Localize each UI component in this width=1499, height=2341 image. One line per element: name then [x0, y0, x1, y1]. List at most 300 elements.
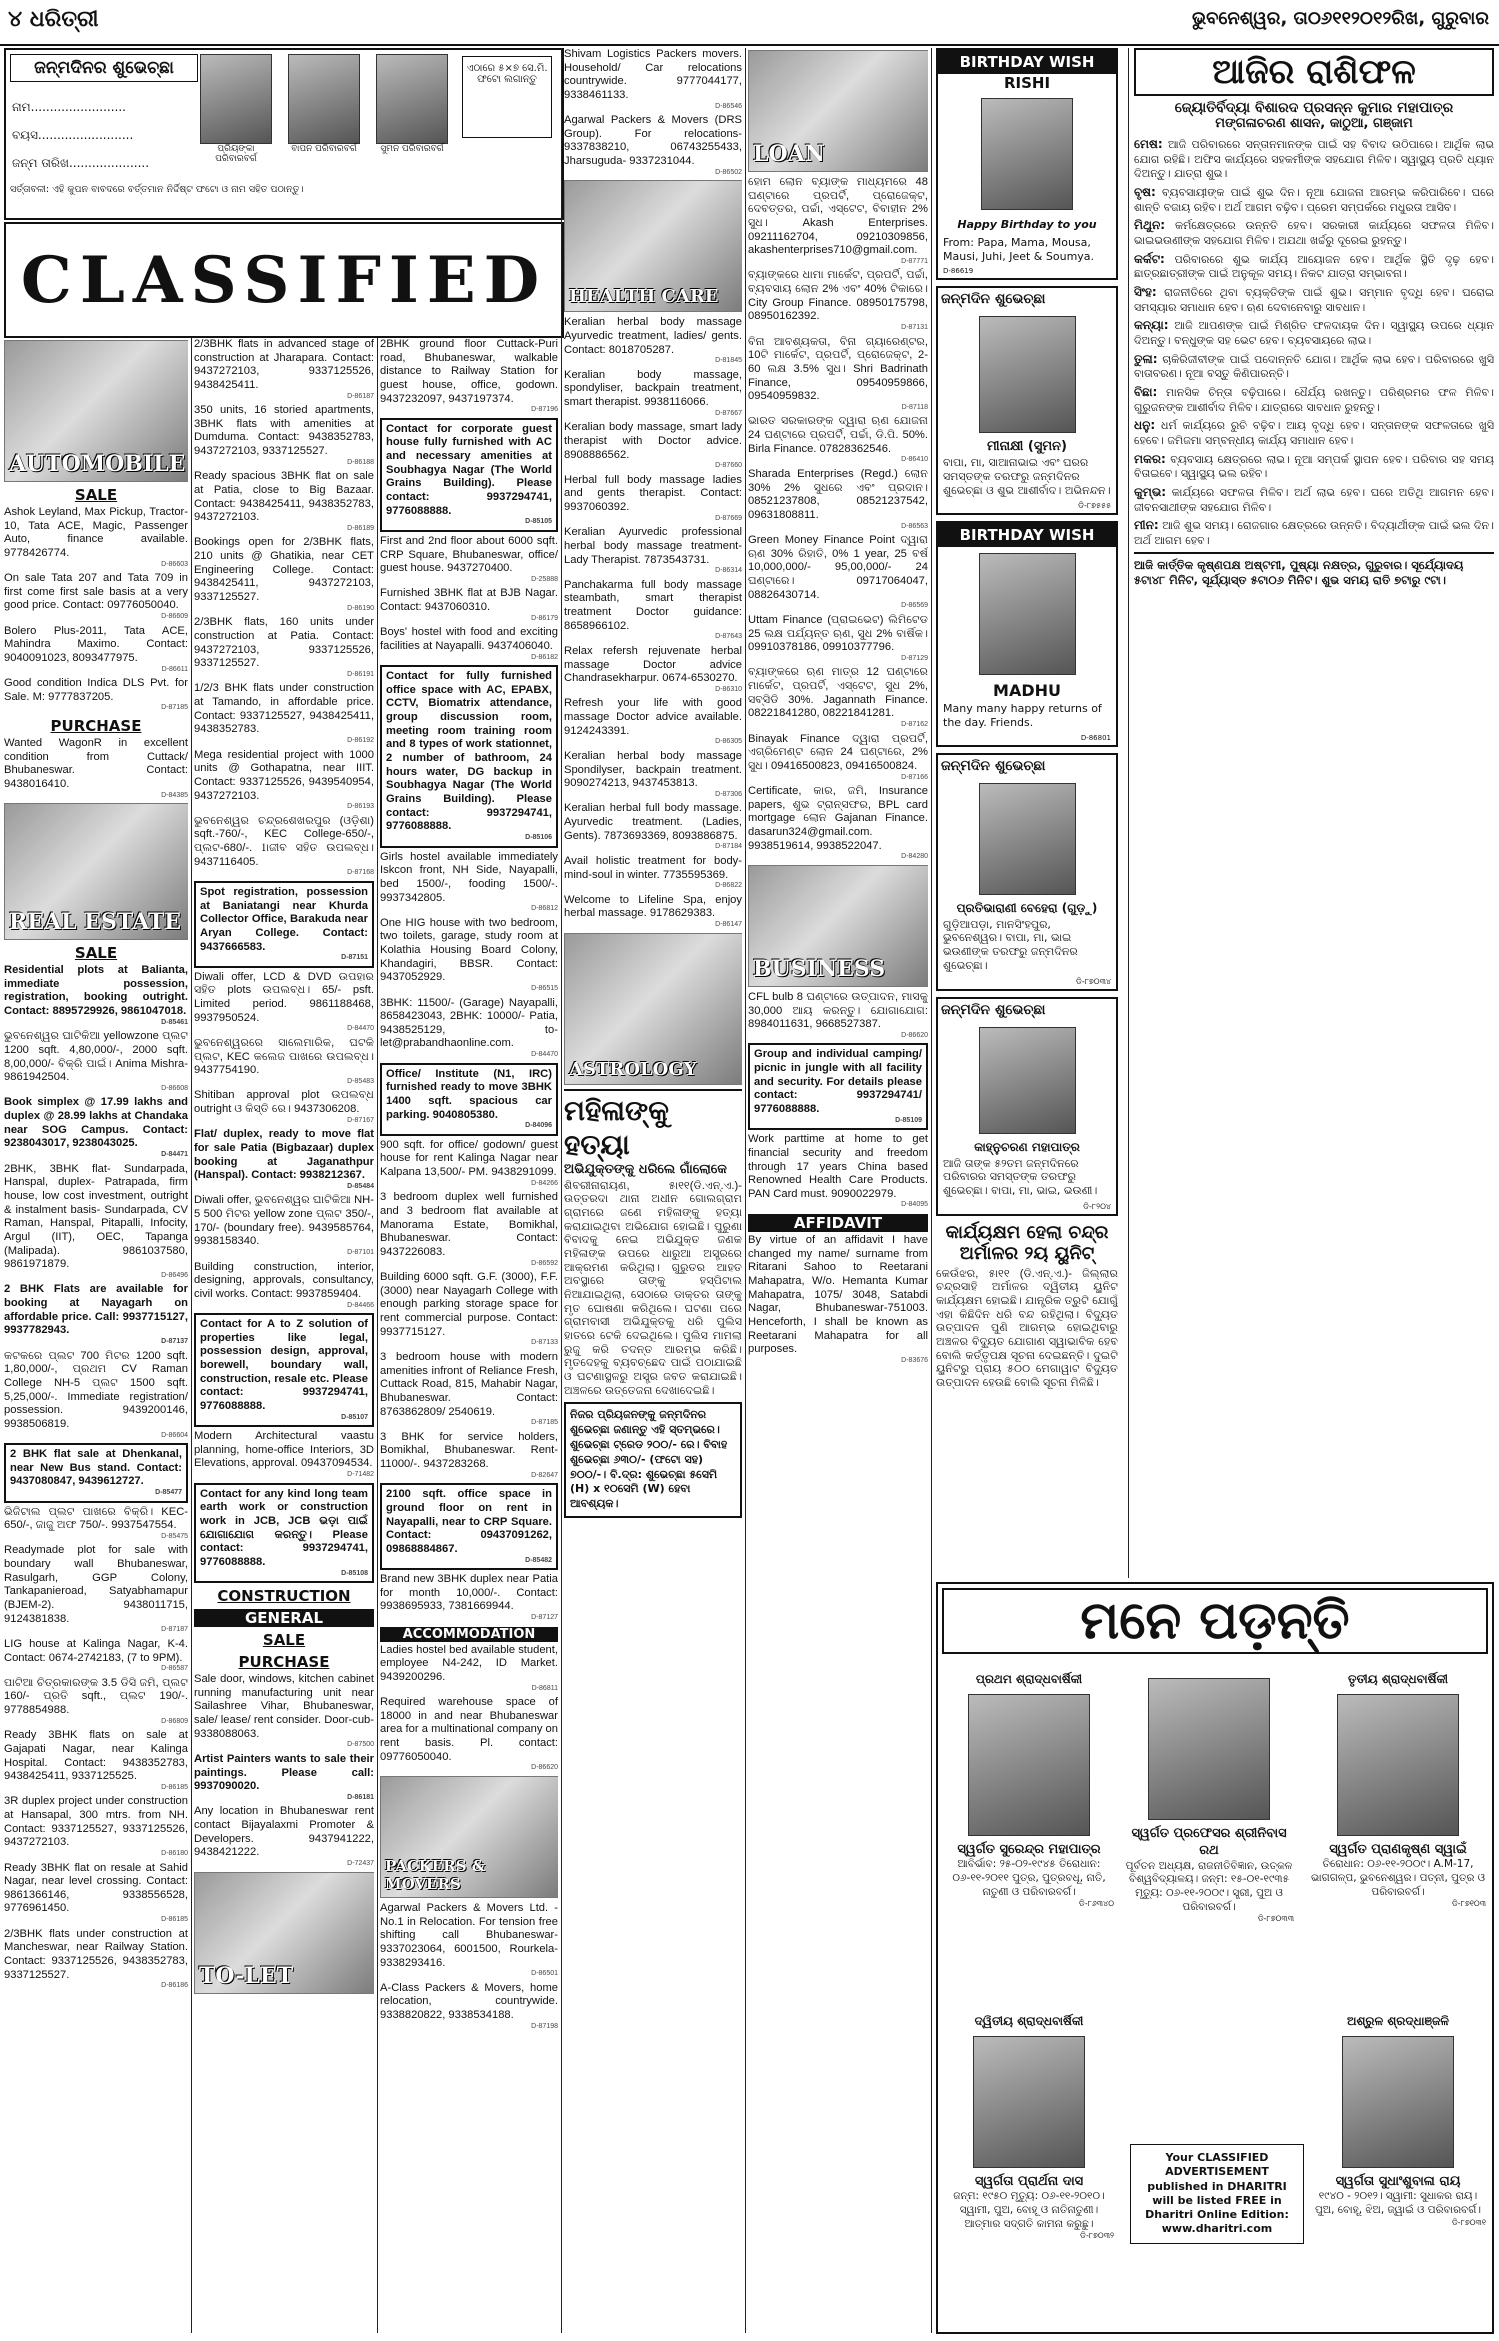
classified-ad [194, 1673, 374, 1750]
loan-label: LOAN [753, 141, 825, 167]
dharitri-promo[interactable] [1130, 2144, 1304, 2244]
kid-photo-3 [372, 54, 452, 172]
ad-code: D-86310 [715, 685, 742, 693]
ad-code: D-86193 [347, 803, 374, 811]
ad-code: D-87184 [715, 843, 742, 851]
classified-ad [748, 1133, 928, 1210]
rashi-item [1134, 137, 1494, 182]
obituary-text: ୧୯୪୦ - ୨୦୧୨। ସ୍ୱାମୀ: ସୁଧାକର ରାୟ। ପୁଅ, ବୋହୂ, ଝିଅ, ଜ୍ୱାଇଁ ଓ ପରିବାରବର୍ଗ। [1314, 2190, 1481, 2217]
rashi-sign: କୁମ୍ଭ: [1134, 484, 1167, 499]
ad-text: Panchakarma full body massage steambath, smart therapist treatment Doctor guidance: 8658966102. [564, 578, 742, 632]
ads-list [380, 338, 558, 1623]
ad-text: Wanted WagonR in excellent condition from Cuttack/ Bhubaneswar. Contact: 9438016410. [4, 737, 188, 790]
rashi-text: ଆଜି ପରିବାରରେ ସନ୍ତାନମାନଙ୍କ ପାଇଁ ସହ ବିବାଦ ଉଠିପାରେ। ଆର୍ଥିକ ଲାଭ ଯୋଗ ରହିଛି। ଅଫିସ କାର୍ଯ୍ୟରେ ସହକର୍ମୀଙ୍କ ସହଯୋଗ ମିଳିବ। ସ୍ୱାସ୍ଥ୍ୟ ପ୍ରତି ଧ୍ୟାନ ଦିଅନ୍ତୁ। ଯାତ୍ରା ଶୁଭ। [1134, 138, 1494, 181]
construction-heading: CONSTRUCTION [217, 1587, 351, 1606]
ad-text: 2/3BHK flats in advanced stage of construction at Jharapara. Contact: 9437272103, 9337125526, 9438425411. [194, 338, 374, 391]
ad-text: Contact for A to Z solution of properties like legal, possession design, approval, borewell, boundary wall, construction, resale etc. Please contact: 9937294741, 9776088888. [200, 1318, 368, 1412]
ad-code: D-87133 [531, 1339, 558, 1347]
ad-code: D-87129 [901, 654, 928, 662]
ads-list [4, 737, 188, 800]
classified-ad [564, 750, 742, 800]
classified-ad [380, 1644, 558, 1694]
classified-ad [194, 1037, 374, 1087]
classified-ad [194, 536, 374, 613]
wish-message: Many many happy returns of the day. Friends. [943, 702, 1102, 729]
wish-heading: ଜନ୍ମଦିନ ଶୁଭେଚ୍ଛା [941, 1001, 1046, 1018]
classified-ad [380, 587, 558, 623]
rashi-text: ମାନସିକ ଚିନ୍ତା ବଢ଼ିପାରେ। ଧୈର୍ଯ୍ୟ ରଖନ୍ତୁ। ପରିଶ୍ରମର ଫଳ ମିଳିବ। ଗୁରୁଜନଙ୍କ ଆଶୀର୍ବାଦ ମିଳିବ। ଯାତ୍ରାରେ ସାବଧାନ ରୁହନ୍ତୁ। [1134, 385, 1494, 414]
classified-ad [4, 1928, 188, 1991]
wish-heading: ଜନ୍ମଦିନ ଶୁଭେଚ୍ଛା [941, 291, 1046, 307]
obituary-label: ଦ୍ୱିତୀୟ ଶ୍ରାଦ୍ଧବାର୍ଷିକୀ [974, 2014, 1084, 2028]
classified-ad [564, 697, 742, 747]
kid-caption: ବାପନ ପରିବାରବର୍ଗ [291, 144, 357, 154]
classified-ad [4, 1729, 188, 1792]
obituary-label: ପ୍ରଥମ ଶ୍ରାଦ୍ଧବାର୍ଷିକୀ [975, 1672, 1083, 1686]
rashi-sign: ତୁଳା: [1134, 351, 1158, 366]
classified-ad [4, 737, 188, 800]
ad-code: D-86619 [943, 267, 974, 276]
wish-name: ପ୍ରତିଭାରାଣୀ ବେହେରା (ଗୁଡ଼ୁ) [956, 900, 1098, 915]
column-1 [4, 338, 188, 2333]
ad-code: D-86620 [531, 1764, 558, 1772]
ad-code: D-86604 [161, 1431, 188, 1439]
column-rule [931, 48, 932, 2333]
ad-code: D-25888 [531, 575, 558, 583]
realestate-label: REAL ESTATE [9, 909, 182, 936]
wish-heading: BIRTHDAY WISH [938, 50, 1116, 74]
ad-code: D-85107 [341, 1413, 368, 1421]
classified-ad [194, 616, 374, 679]
obituary-title: ମନେ ପଡ଼ନ୍ତି [942, 1588, 1488, 1654]
classified-ad [194, 1194, 374, 1257]
ad-code: D-87101 [347, 1249, 374, 1256]
wish-message: Happy Birthday to you [957, 218, 1097, 231]
ad-text: Spot registration, possession at Baniatangi near Khurda Collector Office, Barakuda near Aryan College. Contact: 9437666583. [200, 885, 368, 953]
rashi-sign: ସିଂହ: [1134, 284, 1157, 299]
ad-text: Uttam Finance (ପ୍ରାଇଭେଟ) ଲିମିଟେଡ 25 ଲକ୍ଷ ପର୍ଯ୍ୟନ୍ତ ଋଣ, ସୁଧ 2% ବାର୍ଷିକ। 09910378186, 09910377796. [748, 613, 928, 654]
kid-photo-1 [196, 54, 276, 172]
ad-code: D-86809 [161, 1717, 188, 1725]
ad-text: 2BHK, 3BHK flat- Sundarpada, Hanspal, duplex- Patrapada, firm house, low cost investment, outright & instalment basis- Sundarpada, CV Raman, Hanspal, Pitapalli, Infocity, Argul (IIT), OEC, Tapanga (Malipada). 9861037580, 9861971879. [4, 1162, 188, 1271]
wish-name: MADHU [993, 681, 1061, 701]
photo [1148, 1678, 1270, 1820]
classified-ad [194, 1753, 374, 1803]
ad-code: D-86410 [901, 456, 928, 464]
ad-text: Keralian herbal body massage Spondilyser, backpain treatment. 9090274213, 9437453813. [564, 749, 742, 790]
coupon-name-field[interactable]: ନାମ......................... [12, 100, 126, 114]
rashi-item [1134, 452, 1494, 482]
rashifal-section [1134, 48, 1494, 1578]
rashi-text: ଧର୍ମ କାର୍ଯ୍ୟରେ ରୁଚି ବଢ଼ିବ। ଆୟ ବୃଦ୍ଧି ହେବ। ସନ୍ତାନଙ୍କ ସଫଳତାରେ ଖୁସି ହେବେ। ଜମିଜମା ସମ୍ବନ୍ଧୀୟ କାର୍ଯ୍ୟ ସମାଧାନ ହେବ। [1134, 419, 1494, 448]
ad-text: Girls hostel available immediately Iskcon front, NH Side, Nayapalli, bed 1500/-, fooding 1500/-. 9937342805. [380, 850, 558, 904]
ad-code: D-86147 [715, 921, 742, 929]
ad-text: Ready spacious 3BHK flat on sale at Patia, close to Big Bazaar. Contact: 9438425411, 9438352783, 9437272103. [194, 470, 374, 524]
ad-text: Welcome to Lifeline Spa, enjoy herbal massage. 9178629383. [564, 893, 742, 920]
ad-code: D-87196 [531, 406, 558, 414]
ad-text: ପାଟିଆ ଚିତ୍ରକାରଙ୍କ 3.5 ଡିସି ଜମି, ପ୍ଲଟ 160/- ପ୍ରତି sqft., ପ୍ଲଟ 190/-. 9778854988. [4, 1676, 188, 1716]
classified-ad [564, 48, 742, 111]
ad-code: D-84470 [531, 1051, 558, 1059]
classified-ad [380, 1431, 558, 1481]
obituary-text: ତିରୋଧାନ: ୦୬-୧୧-୨୦୦୯। A.M-17, ଭାଗଗଳ୍ପ, ଭୁବନେଶ୍ୱର। ପତ୍ନୀ, ପୁତ୍ର ଓ ପରିବାରବର୍ଗ। [1311, 1858, 1485, 1898]
affidavit-heading: AFFIDAVIT [748, 1214, 928, 1232]
ad-text: Good condition Indica DLS Pvt. for Sale. M: 9777837205. [4, 677, 188, 703]
ad-code: D-83676 [901, 1356, 928, 1364]
ad-text: Relax refersh rejuvenate herbal massage Doctor advice Chandrasekharpur. 0674-6530270. [564, 644, 742, 685]
classified-ad [4, 1506, 188, 1542]
rashi-sign: ବିଛା: [1134, 384, 1158, 399]
ad-code: D-86515 [531, 984, 558, 992]
obituary-section [936, 1582, 1494, 2334]
rashi-sign: ବୃଷ: [1134, 184, 1156, 199]
ad-text: On sale Tata 207 and Tata 709 in first come first sale basis at a very good price. Contact: 09776050040. [4, 572, 188, 612]
ads-list [194, 1673, 374, 1868]
ad-text: Book simplex @ 17.99 lakhs and duplex @ 28.99 lakhs at Chandaka near SOG Campus. Contact: 9238043017, 9238043025. [4, 1096, 188, 1150]
kid-caption: ପ୍ରିୟଙ୍କା ପରିବାରବର୍ଗ [215, 144, 257, 164]
ad-code: D-86314 [715, 567, 742, 575]
classified-ad [564, 421, 742, 471]
classified-ad [4, 1030, 188, 1093]
ad-code: D-86811 [531, 1684, 558, 1692]
ad-text: Any location in Bhubaneswar rent contact Bijayalaxmi Promoter & Developers. 9437941222, 9438421222. [194, 1805, 374, 1859]
obituary-name: ସ୍ୱର୍ଗତା ପ୍ରାର୍ଥନା ଦାସ [974, 2173, 1084, 2189]
column-rule [561, 48, 562, 2333]
ad-text: Sale door, windows, kitchen cabinet running manufacturing unit near Sailashree Vihar, Bhubaneswar, sale/ lease/ rent consider. Door-cub-9338088063. [194, 1673, 374, 1740]
ad-code: D-87667 [715, 409, 742, 417]
rashi-text: କାର୍ଯ୍ୟରେ ସଫଳତା ମିଳିବ। ଅର୍ଥ ଲାଭ ହେବ। ଘରେ ଅତିଥି ଆଗମନ ହେବ। ଜୀବନସାଥୀଙ୍କ ସହଯୋଗ ମିଳିବ। [1134, 485, 1494, 514]
ad-text: Binayak Finance ଦ୍ୱାରା ପ୍ରପର୍ଟି, ଏଗ୍ରିମେଣ୍ଟ ଲୋନ 24 ଘଣ୍ଟାରେ, 2% ସୁଧ। 09416500823, 09416500824. [748, 732, 928, 772]
ad-text: ବ୍ୟାଙ୍କରେ ଧାମା ମାର୍କେଟ, ପ୍ରପର୍ଟି, ପର୍ଚ୍ଚା, ବ୍ୟବସାୟ ଲୋନ 2% ଏବଂ 40% ଟିକାରେ। City Group Finance. 08950175798, 08950162392. [748, 269, 928, 323]
column-rule [191, 338, 192, 2333]
classified-ad [748, 534, 928, 611]
rashi-text: ବ୍ୟବସାୟୀଙ୍କ ପାଇଁ ଶୁଭ ଦିନ। ନୂଆ ଯୋଜନା ଆରମ୍ଭ କରିପାରିବେ। ଘରେ ଶାନ୍ତି ବଜାୟ ରହିବ। ଅର୍ଥ ଆଗମ ବଢ଼ିବ। ପ୍ରେମ ସମ୍ପର୍କରେ ମଧୁରତା ଆସିବ। [1134, 185, 1494, 214]
obituary-3 [1310, 1672, 1486, 1910]
ads-list [380, 1644, 558, 1773]
classified-ad [380, 1982, 558, 2032]
ad-code: D-86189 [347, 524, 374, 532]
column-rule [377, 338, 378, 2333]
tolet-image [194, 1872, 374, 1994]
tolet-label: TO-LET [199, 1962, 294, 1989]
ad-code: D-87185 [161, 704, 188, 712]
ad-code: D-86182 [531, 653, 558, 661]
ad-text: A-Class Packers & Movers, home relocation, countrywide. 9338820822, 9338534188. [380, 1981, 558, 2021]
rashi-text: ବ୍ୟବସାୟ କ୍ଷେତ୍ରରେ ଲାଭ। ନୂଆ ସମ୍ପର୍କ ସ୍ଥାପନ ହେବ। ପରିବାର ସହ ସମୟ ବିତାଇବେ। ସ୍ୱାସ୍ଥ୍ୟ ଭଲ ରହିବ। [1134, 452, 1494, 481]
ad-code: D-86496 [161, 1271, 188, 1279]
ad-text: Ready 3BHK flat on resale at Sahid Nagar, near level crossing. Contact: 9861366146, 9338556528, 9776961450. [4, 1861, 188, 1915]
rashi-text: ଚାକିରିଜୀବୀଙ୍କ ପାଇଁ ପଦୋନ୍ନତି ଯୋଗ। ଆର୍ଥିକ ଲାଭ ହେବ। ପରିବାରରେ ଖୁସି ବାତାବରଣ। ନୂଆ ବସ୍ତୁ କିଣିପାରନ୍ତି। [1134, 352, 1494, 381]
news-subhead: ଅଭିଯୁକ୍ତଙ୍କୁ ଧରିଲେ ଗାଁଲୋକେ [564, 1161, 727, 1177]
ad-text: LIG house at Kalinga Nagar, K-4. Contact: 0674-2742183, (7 to 9PM). [4, 1637, 188, 1664]
ad-code: ଡି-୮୭୫୫୫ [1078, 501, 1111, 511]
healthcare-image [564, 180, 742, 312]
realestate-image [4, 803, 188, 940]
classified-ad [4, 677, 188, 713]
ad-text: 2100 sqft. office space in ground floor on rent in Nayapalli, near to CRP Square. Contact: 09437091262, 09868884867. [386, 1488, 552, 1555]
ad-text: Agarwal Packers & Movers (DRS Group). For relocations- 9337838210, 06743255433, Jharsuguda- 9337231044. [564, 114, 742, 168]
ad-code: D-85484 [347, 1182, 374, 1190]
photo [973, 2036, 1085, 2168]
column-4 [564, 48, 742, 2333]
classified-ad [4, 572, 188, 622]
classified-ad [194, 1261, 374, 1311]
ad-text: Modern Architectural vaastu planning, home-office Interiors, 3D Elevations, approval. 09437094534. [194, 1430, 374, 1470]
classified-ad [380, 1902, 558, 1979]
rashi-text: ଆଜି ଆପଣଙ୍କ ପାଇଁ ମିଶ୍ରିତ ଫଳଦାୟକ ଦିନ। ସ୍ୱାସ୍ଥ୍ୟ ଉପରେ ଧ୍ୟାନ ଦିଅନ୍ତୁ। ବନ୍ଧୁଙ୍କ ସହ ଭେଟ ହେବ। ବ୍ୟବସାୟରେ ଲାଭ। [1134, 319, 1494, 348]
classified-ad [564, 579, 742, 642]
obituary-label: ଅଶ୍ରୁଳ ଶ୍ରଦ୍ଧାଞ୍ଜଳି [1347, 2014, 1449, 2028]
ad-code: ଡି-୮୨୦୪ [1083, 1201, 1111, 1211]
ad-text: ଭୁବନେଶ୍ୱରରେ ସାଲେମାରିକ, ଘଟକି ପ୍ଲଟ, KEC କଲେଜ ପାଖରେ ଉପଲବ୍ଧ। 9437754190. [194, 1036, 374, 1077]
rashi-sign: କର୍କଟ: [1134, 251, 1165, 266]
ad-text: 2/3BHK flats under construction at Mancheswar, near Railway Station. Contact: 9337125526, 9438352783, 9337125527. [4, 1927, 188, 1981]
wish-text: ଆଜି ତାଙ୍କ ୫୨ତମ ଜନ୍ମଦିନରେ ପରିବାରର ସମସ୍ତଙ୍କ ତରଫରୁ ଶୁଭେଚ୍ଛା। ବାପା, ମା, ଭାଇ, ଭଉଣୀ। [943, 1156, 1098, 1197]
rashi-item [1134, 518, 1494, 548]
birthday-wish-kanhu [936, 997, 1118, 1216]
ad-code: D-84471 [161, 1151, 188, 1159]
ad-text: 3R duplex project under construction at Hansapal, 300 mtrs. from NH. Contact: 9337125527, 9337125526, 9437272103. [4, 1795, 188, 1849]
business-image [748, 865, 928, 987]
rashi-item [1134, 285, 1494, 315]
rashi-sign: ମକର: [1134, 451, 1166, 466]
ad-code: D-86180 [161, 1849, 188, 1857]
classified-ad [194, 815, 374, 878]
classified-ad [564, 474, 742, 524]
ad-text: Office/ Institute (N1, IRC) furnished ready to move 3BHK 1400 sqft. spacious car parking. 9040805380. [386, 1067, 552, 1121]
rashi-sign: ମିଥୁନ: [1134, 218, 1166, 233]
classified-ad [564, 526, 742, 576]
ad-text: Herbal full body massage ladies and gents therapist. Contact: 9937060392. [564, 473, 742, 514]
ad-code: D-86305 [715, 738, 742, 746]
ad-text: Sharada Enterprises (Regd.) ଲୋନ 30% 2% ସୁଧରେ ଏବଂ ପ୍ରଦାନ। 08521237808, 08521237542, 09631808811. [748, 467, 928, 521]
panjika-footer: ଆଜି କାର୍ତ୍ତିକ କୃଷ୍ଣପକ୍ଷ ଅଷ୍ଟମୀ, ପୁଷ୍ୟା ନକ୍ଷତ୍ର, ଗୁରୁବାର। ସୂର୍ଯ୍ୟୋଦୟ ୫ଟା୪୮ ମିନିଟ, ସୂର୍ଯ୍ୟାସ୍ତ ୫ଟା୦୬ ମିନିଟ। ଶୁଭ ସମୟ ରାତି ୭ଟାରୁ ୯ଟା। [1134, 552, 1494, 589]
ad-text: Keralian herbal full body massage. Ayurvedic treatment. (Ladies, Gents). 7873693369, 8093886875. [564, 802, 742, 842]
ad-text: 3 BHK for service holders, Bomikhal, Bhubaneswar. Rent-11000/-. 9437283268. [380, 1430, 558, 1471]
ad-text: Keralian herbal body massage Ayurvedic treatment, ladies/ gents. Contact: 8018705287. [564, 316, 742, 356]
obituary-name: ସ୍ୱର୍ଗତ ସୁରେନ୍ଦ୍ର ମହାପାତ୍ର [957, 1841, 1101, 1857]
classified-ad [194, 1483, 374, 1583]
ad-code: D-86587 [161, 1665, 188, 1673]
ad-text: 2/3BHK flats, 160 units under construction at Patia. Contact: 9437272103, 9337125526, 9337125527. [194, 616, 374, 670]
classified-ad [564, 114, 742, 177]
classified-ad [380, 665, 558, 847]
ad-text: Brand new 3BHK duplex near Patia for month 10,000/-. Contact: 9938695933, 7381669944. [380, 1573, 558, 1613]
ad-text: 3BHK: 11500/- (Garage) Nayapalli, 8658423043, 2BHK: 10000/- Patia, 9438525129, to-let@prabandhaonline.com. [380, 996, 558, 1050]
ad-code: D-71482 [347, 1471, 374, 1479]
ad-code: D-86181 [347, 1793, 374, 1801]
healthcare-label: HEALTH CARE [569, 286, 719, 308]
ad-text: Required warehouse space of 18000 in and near Bhubaneswar area for a multinational company on rent basis. Pl. contact: 09776050040. [380, 1696, 558, 1763]
rashi-sign: ଧନୁ: [1134, 418, 1156, 433]
classified-ad [564, 802, 742, 852]
ad-text: 2 BHK flat sale at Dhenkanal, near New Bus stand. Contact: 9437080847, 9439612727. [10, 1448, 182, 1488]
classified-ad [380, 997, 558, 1060]
purchase-heading: PURCHASE [50, 717, 142, 735]
ad-text: Group and individual camping/ picnic in jungle with all facility and security. For details please contact: 9937294741/ 9776088888. [754, 1048, 922, 1115]
ad-text: One HIG house with two bedroom, two toilets, garage, study room at Kolathia Housing Board Colony, Khandagiri, BBSR. Contact: 9437052929. [380, 916, 558, 984]
ad-code: D-87660 [715, 462, 742, 470]
classified-ad [380, 418, 558, 532]
purchase-heading: PURCHASE [238, 1653, 330, 1672]
ad-code: D-86187 [347, 392, 374, 400]
birthday-wish-madhu [936, 521, 1118, 746]
ads-list [4, 964, 188, 1991]
ad-text: ଭୁବନେଶ୍ୱର ଚନ୍ଦ୍ରଶେଖରପୁର (ଓଡ଼ିଶା) sqft.-760/-, KEC College-650/-, ପ୍ଲଟ-680/-. 1ାଜୀବ ସହିତ ଉପଲବ୍ଧ। 9437116405. [194, 814, 374, 868]
ads-list [748, 991, 928, 1210]
classified-ad [194, 1430, 374, 1480]
news-body: କେଉଁଝର, ୫ା୧୧ (ଡି.ଏନ୍.ଏ.)- ଜିଲ୍ଲାର ଚନ୍ଦ୍ରସାହି ଅର୍ମାଳର ଦ୍ୱିତୀୟ ୟୁନିଟ କାର୍ଯ୍ୟକ୍ଷମ ହୋଇଛି। ଯାନ୍ତ୍ରିକ ତ୍ରୁଟି ଯୋଗୁଁ ଏହା କିଛିଦିନ ଧରି ବନ୍ଦ ରହିଥିଲା। ବିଦ୍ୟୁତ ଉତ୍ପାଦନ ପୁଣି ଆରମ୍ଭ ହୋଇଥିବାରୁ ଅଞ୍ଚଳର ବିଦ୍ୟୁତ ଯୋଗାଣ ସ୍ୱାଭାବିକ ହେବ ବୋଲି କର୍ତ୍ତୃପକ୍ଷ ସୂଚନା ଦେଇଛନ୍ତି। ଦୁଇଟି ୟୁନିଟରୁ ପ୍ରାୟ ୫୦୦ ମେଗାୱାଟ ବିଦ୍ୟୁତ ଉତ୍ପାଦନ ହେଉଛି ବୋଲି ସୂଚନା ମିଳିଛି। [936, 1267, 1118, 1389]
ad-text: Furnished 3BHK flat at BJB Nagar. Contact: 9437060310. [380, 587, 558, 614]
ad-code: D-86192 [347, 737, 374, 745]
obituary-name: ସ୍ୱର୍ଗତ ପ୍ରାଣକୃଷ୍ଣ ସ୍ୱାଇଁ [1329, 1841, 1467, 1857]
birthday-wish-rishi [936, 48, 1118, 280]
packers-label: PACKERS & MOVERS [385, 1856, 486, 1893]
rashi-item [1134, 352, 1494, 382]
photo [1342, 2036, 1454, 2168]
classified-ad [380, 1696, 558, 1773]
obituary-text: ପୂର୍ବତନ ଅଧ୍ୟକ୍ଷ, ରାଜନୀତିବିଜ୍ଞାନ, ଉତ୍କଳ ବିଶ୍ୱବିଦ୍ୟାଳୟ। ଜନ୍ମ: ୧୫-୦୧-୧୯୩୫ ମୃତ୍ୟୁ: ୦୬-୧୧-୨୦୦୯। ସ୍ତ୍ରୀ, ପୁଅ ଓ ପରିବାରବର୍ଗ। [1125, 1859, 1293, 1913]
ad-code: D-84470 [347, 1025, 374, 1033]
ad-code: D-85108 [341, 1569, 368, 1577]
ad-code: D-86563 [901, 522, 928, 530]
ad-code: D-86179 [531, 614, 558, 622]
wish-notice: ନିଜର ପ୍ରିୟଜନଙ୍କୁ ଜନ୍ମଦିନର ଶୁଭେଚ୍ଛା ଜଣାନ୍ତୁ ଏହି ସ୍ତମ୍ଭରେ। ଶୁଭେଚ୍ଛା ଟ୍ରେଡ ୨୦୦/- ରେ। ବିବାହ ଶୁଭେଚ୍ଛା ୬୩୦/- (ଫଟୋ ସହ) ୭୦୦/-। ବି.ଦ୍ର: ଶୁଭେଚ୍ଛା ୫ସେମି (H) x ୧୦ସେମି (W) ହେବା ଆବଶ୍ୟକ। [564, 1402, 742, 1518]
ad-code: ଡି-୮୭୦୩୧ [1451, 2217, 1486, 2227]
coupon-age-field[interactable]: ବୟସ......................... [12, 128, 134, 142]
accommodation-heading: ACCOMMODATION [380, 1627, 558, 1642]
classified-ad [380, 1063, 558, 1136]
ad-code: D-86608 [161, 1084, 188, 1092]
ads-list [194, 338, 374, 1583]
ad-code: D-86611 [161, 665, 188, 673]
classified-ad [4, 506, 188, 569]
sale-heading: SALE [262, 1631, 306, 1650]
ad-code: D-82647 [531, 1471, 558, 1479]
ad-text: 2 BHK Flats are available for booking at Nayagarh on affordable price. Call: 9937715127, 9937782943. [4, 1283, 188, 1337]
classified-ad [4, 1795, 188, 1858]
ad-code: D-87167 [347, 1116, 374, 1124]
ad-code: ଡି-୮୭୦୩୨ [1080, 2231, 1114, 2241]
dateline: ଭୁବନେଶ୍ୱର, ତା୦୬୧୧୨୦୧୨ରିଖ, ଗୁରୁବାର [1191, 8, 1489, 29]
ad-text: Boys' hostel with food and exciting facilities at Nayapalli. 9437406040. [380, 626, 558, 652]
classified-ad [4, 964, 188, 1027]
packers-image [380, 1776, 558, 1898]
ad-text: 2BHK ground floor Cuttack-Puri road, Bhubaneswar, walkable distance to Railway Station for guest house, office, godown. 9437232097, 9437197374. [380, 338, 558, 405]
rashifal-list [1134, 137, 1494, 549]
ad-code: D-86502 [715, 168, 742, 176]
news-headline: ମହିଳାଙ୍କୁ ହତ୍ୟା [564, 1089, 742, 1162]
ad-code: D-87131 [901, 324, 928, 332]
classified-ad [564, 316, 742, 366]
ad-text: Shivam Logistics Packers movers. Household/ Car relocations countrywide. 9777044177, 9338461133. [564, 48, 742, 101]
ad-text: ଭୁବନେଶ୍ୱର ଘାଟିକିଆ yellowzone ପ୍ଲଟ 1200 sqft. 4,80,000/-, 2000 sqft. 8,00,000/- ବିକ୍ରି ପାଇଁ। Anima Mishra- 9861942504. [4, 1030, 188, 1084]
ad-code: D-72437 [347, 1860, 374, 1868]
classified-ad [380, 1573, 558, 1623]
wish-text: ବାପା, ମା, ସାଆନାଭାଇ ଏବଂ ଘରର ସମସ୍ତଙ୍କ ତରଫରୁ ଜନ୍ମଦିନର ଶୁଭେଚ୍ଛା ଓ ଶୁଭ ଆଶୀର୍ବାଦ। ଅଭିନନ୍ଦନ। [943, 456, 1111, 497]
ad-code: D-85482 [525, 1556, 552, 1564]
classified-ad [194, 1089, 374, 1125]
column-2 [194, 338, 374, 2333]
classified-ad [4, 1544, 188, 1634]
classified-ad [4, 1350, 188, 1440]
ad-text: Ready 3BHK flats on sale at Gajapati Nagar, near Kalinga Hospital. Contact: 9438352783, 9438425411, 9337125525. [4, 1729, 188, 1783]
loan-image [748, 50, 928, 172]
ad-code: D-84466 [347, 1301, 374, 1309]
ad-code: D-87162 [901, 721, 928, 729]
ad-text: Readymade plot for sale with boundary wall Bhubaneswar, Rasulgarh, GGP Colony, Tankapanieroad, Satyabhamapur (BJEM-2). 9438011715, 9124381838. [4, 1544, 188, 1625]
classified-ad [4, 1096, 188, 1159]
ad-code: D-85105 [525, 518, 552, 526]
ad-code: ଡି-୮୬୩୪୦ [1078, 1899, 1114, 1909]
rashi-text: କର୍ମକ୍ଷେତ୍ରରେ ଉନ୍ନତି ହେବ। ସରକାରୀ କାର୍ଯ୍ୟରେ ସଫଳତା ମିଳିବ। ଭାଇଭଉଣୀଙ୍କ ସହଯୋଗ ମିଳିବ। ଅଯଥା ଖର୍ଚ୍ଚରୁ ଦୂରେଇ ରୁହନ୍ତୁ। [1134, 219, 1494, 248]
photo [200, 54, 272, 144]
ad-code: D-81845 [715, 357, 742, 365]
business-label: BUSINESS [753, 955, 886, 982]
photo [968, 1694, 1090, 1836]
ad-text: Shitiban approval plot ଉପଲବ୍ଧ outright ଓ କିସ୍ତି ରେ। 9437306208. [194, 1089, 374, 1116]
column-rule [1128, 48, 1129, 1578]
astrology-image [564, 933, 742, 1085]
ad-text: Bolero Plus-2011, Tata ACE, Mahindra Maximo. Contact: 9040091023, 8093477975. [4, 624, 188, 664]
ad-code: D-86812 [531, 905, 558, 913]
ad-code: D-86801 [1080, 733, 1111, 742]
ad-code: D-87198 [531, 2022, 558, 2030]
wish-heading: ଜନ୍ମଦିନ ଶୁଭେଚ୍ଛା [941, 757, 1046, 774]
classified-ad [4, 1163, 188, 1281]
rashi-text: ରାଜନୀତିରେ ଥିବା ବ୍ୟକ୍ତିଙ୍କ ପାଇଁ ଶୁଭ। ସମ୍ମାନ ବୃଦ୍ଧି ହେବ। ଘରୋଇ ସମସ୍ୟାର ସମାଧାନ ହେବ। ଋଣ ଦେବାନେବାରୁ ସାବଧାନ। [1134, 285, 1494, 314]
rashi-sign: ମେଷ: [1134, 137, 1163, 151]
rashi-sign: ମୀନ: [1134, 518, 1159, 533]
ad-text: Ladies hostel bed available student, employee N4-242, ID Market. 9439200296. [380, 1643, 558, 1683]
ad-code: D-87306 [715, 790, 742, 798]
ad-text: Agarwal Packers & Movers Ltd. - No.1 in Relocation. For tension free shifting call Bhubaneswar- 9337023064, 6001500, Rourkela-9338293416. [380, 1901, 558, 1969]
obituary-name: ସ୍ୱର୍ଗତା ସୁଧାଂଶୁବାଳା ରାୟ [1335, 2173, 1461, 2189]
classified-ad [380, 851, 558, 914]
column-rule [745, 48, 746, 2333]
classified-title: CLASSIFIED [20, 242, 548, 318]
ad-text: Residential plots at Balianta, immediate possession, registration, booking outright. Contact: 8895729926, 9861047018. [4, 964, 188, 1018]
classified-ad [748, 785, 928, 862]
classified-ad [194, 470, 374, 533]
coupon-date-field[interactable]: ଜନ୍ମ ତାରିଖ..................... [12, 156, 150, 170]
rashi-sign: କନ୍ୟା: [1134, 318, 1169, 333]
obituary-text: ଆବିର୍ଭାବ: ୨୫-୦୨-୧୯୪୫ ତିରୋଧାନ: ୦୬-୧୧-୨୦୧୧ ପୁତ୍ର, ପୁତ୍ରବଧୂ, ନାତି, ନାତୁଣୀ ଓ ପରିବାରବର୍ଗ। [952, 1858, 1106, 1898]
ad-code: ଡି-୮୭୦୩୩ [1257, 1914, 1294, 1924]
ad-text: ହୋମ ଲୋନ ବ୍ୟାଙ୍କ ମାଧ୍ୟମରେ 48 ଘଣ୍ଟାରେ ପ୍ରପର୍ଟି, ପ୍ରୋଜେକ୍ଟ, ଦେବତ୍ତର, ପର୍ଚ୍ଚା, ଏସ୍ଟେଟ, ବିବାହୀନ 2% ସୁଧ। Akash Enterprises. 09211162704, 09210309856, akashenterprises710@gmail.com. [748, 176, 928, 257]
classified-ad [4, 1443, 188, 1503]
ad-code: D-87500 [347, 1741, 374, 1749]
ad-code: D-86569 [901, 602, 928, 610]
ad-text: Avail holistic treatment for body-mind-soul in winter. 7735595369. [564, 854, 742, 881]
photo [979, 1027, 1076, 1134]
ad-text: First and 2nd floor about 6000 sqft. CRP Square, Bhubaneswar, office/ guest house. 9437270400. [380, 534, 558, 575]
rashi-item [1134, 385, 1494, 415]
affidavit-text [748, 1234, 928, 1365]
ad-code: D-86603 [161, 560, 188, 568]
photo [981, 98, 1073, 210]
classified-ad [380, 338, 558, 415]
classified-ad [748, 269, 928, 332]
ad-code: D-86609 [161, 613, 188, 621]
ads-list [4, 506, 188, 713]
classified-ad [748, 415, 928, 465]
wish-text: ଗୁଡ଼ିଆପଡ଼ା, ମାନସିଂହପୁର, ଭୁବନେଶ୍ୱର। ବାପା, ମା, ଭାଇ ଭଉଣୀଙ୍କ ତରଫରୁ ଜନ୍ମଦିନର ଶୁଭେଚ୍ଛା। [943, 917, 1078, 972]
sale-heading: SALE [74, 944, 118, 963]
kid-photo-2 [284, 54, 364, 172]
photo-placeholder[interactable]: ଏଠାରେ ୫×୭ ସେ.ମି. ଫଟୋ ଲଗାନ୍ତୁ [462, 56, 552, 138]
ad-code: ଡି-୮୭୦୩୪ [1075, 976, 1111, 986]
